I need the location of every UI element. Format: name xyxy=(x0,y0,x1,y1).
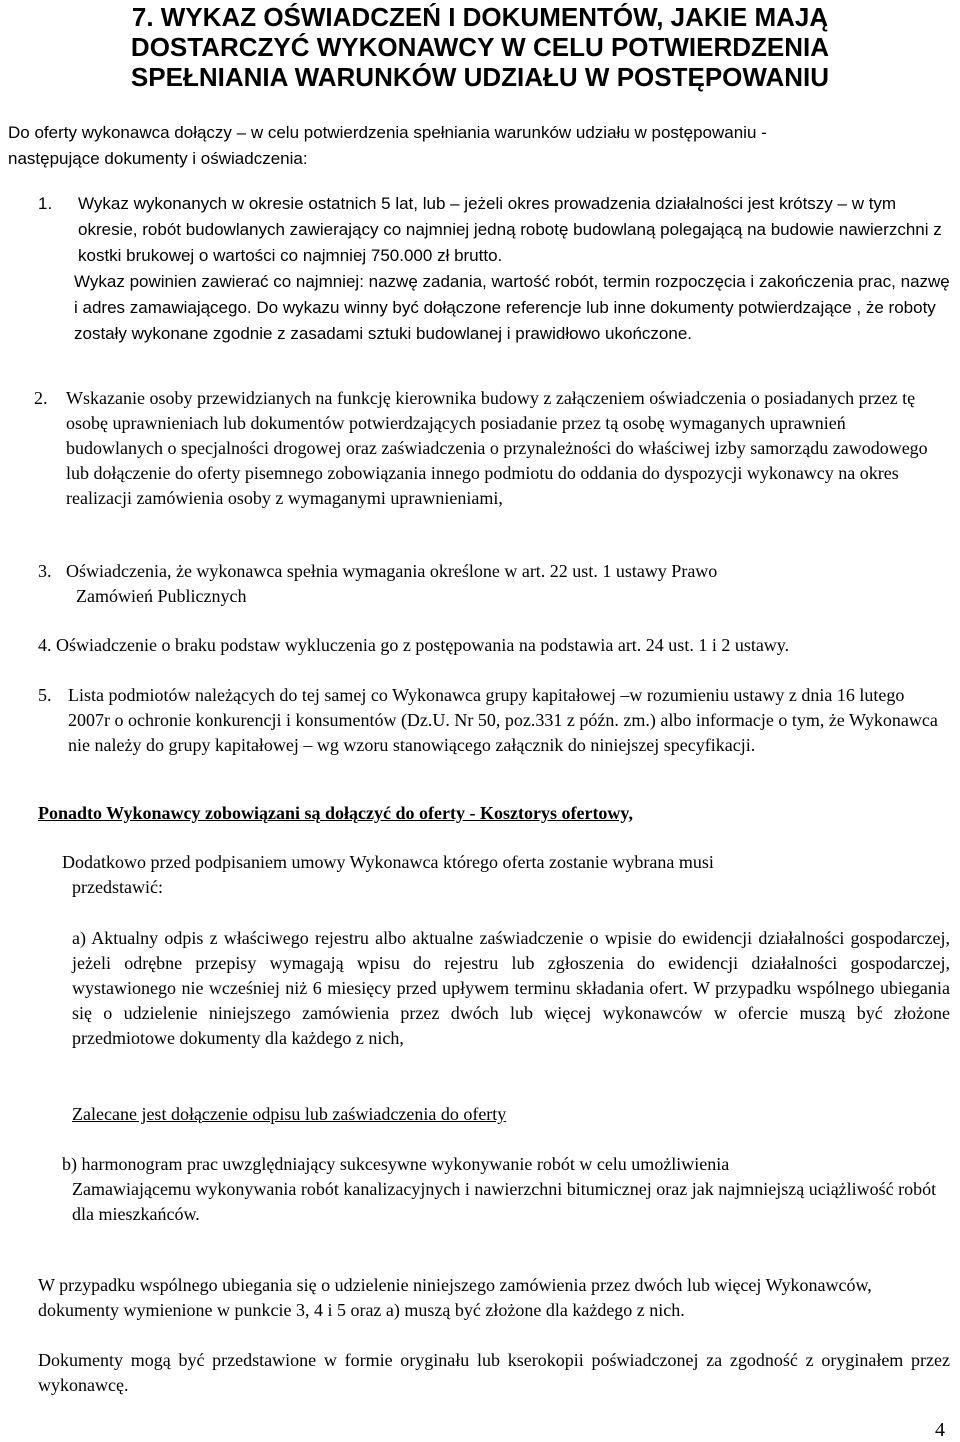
intro-line-2: następujące dokumenty i oświadczenia: xyxy=(8,149,308,168)
list-item-3-number: 3. xyxy=(38,561,52,581)
list-item-3-line-2: Zamówień Publicznych xyxy=(76,586,247,606)
list-item-3 xyxy=(38,559,918,609)
list-item-1-number: 1. xyxy=(38,194,53,213)
intro-paragraph xyxy=(8,120,948,172)
item-b-paragraph xyxy=(62,1152,950,1227)
before-contract-line-2: przedstawić: xyxy=(72,877,163,897)
list-item-1-text-b: Wykaz powinien zawierać co najmniej: nazwę zadania, wartość robót, termin rozpoczęcia i zakończenia prac, nazwę i adres zamawiającego. Do wykazu winny być dołączone referencje lub inne dokumenty potwierdzające , że roboty zostały wykonane zgodnie z zasadami sztuki budowlanej i prawidłowo ukończone. xyxy=(74,272,950,343)
heading-line-2: DOSTARCZYĆ WYKONAWCY W CELU POTWIERDZENIA xyxy=(130,32,830,62)
item-a-paragraph: a) Aktualny odpis z właściwego rejestru albo aktualne zaświadczenie o wpisie do ewidencji działalności gospodarczej, jeżeli odrębne przepisy wymagają wpisu do rejestru lub zgłoszenia do ewidencji działalności gospodarczej, wystawionego nie wcześniej niż 6 miesięcy przed upływem terminu składania ofert. W przypadku wspólnego ubiegania się o udzielenie niniejszego zamówienia przez dwóch lub więcej wykonawców w ofercie muszą być złożone przedmiotowe dokumenty dla każdego z nich, xyxy=(72,928,950,1048)
section-heading xyxy=(30,2,930,92)
additional-requirement-heading xyxy=(38,800,938,826)
list-item-1 xyxy=(38,191,950,347)
heading-line-1: 7. WYKAZ OŚWIADCZEŃ I DOKUMENTÓW, JAKIE MAJĄ xyxy=(131,2,829,32)
before-contract-paragraph xyxy=(62,850,950,900)
list-item-3-line-1: Oświadczenia, że wykonawca spełnia wymagania określone w art. 22 ust. 1 ustawy Prawo xyxy=(66,561,718,581)
list-item-1-text-a: Wykaz wykonanych w okresie ostatnich 5 lat, lub – jeżeli okres prowadzenia działalności jest krótszy – w tym okresie, robót budowlanych zawierający co najmniej jedną robotę budowlaną polegającą na budowie nawierzchni z kostki brukowej o wartości co najmniej 750.000 zł brutto. xyxy=(78,194,942,265)
joint-bid-paragraph: W przypadku wspólnego ubiegania się o udzielenie niniejszego zamówienia przez dwóch lub więcej Wykonawców, dokumenty wymienione w punkcie 3, 4 i 5 oraz a) muszą być złożone dla każdego z nich. xyxy=(38,1275,872,1320)
page-number: 4 xyxy=(935,1419,945,1441)
item-b-rest: Zamawiającemu wykonywania robót kanalizacyjnych i nawierzchni bitumicznej oraz jak najmniejszą uciążliwość robót dla mieszkańców. xyxy=(72,1179,937,1224)
cost-estimate-label: Kosztorys ofertowy, xyxy=(479,803,633,823)
recommendation-note: Zalecane jest dołączenie odpisu lub zaświadczenia do oferty xyxy=(72,1104,507,1124)
list-item-5 xyxy=(38,683,948,758)
additional-requirement-text: Ponadto Wykonawcy zobowiązani są dołączyć do oferty - xyxy=(38,803,480,823)
intro-line-1: Do oferty wykonawca dołączy – w celu potwierdzenia spełniania warunków udziału w postępowaniu - xyxy=(8,123,767,142)
list-item-5-number: 5. xyxy=(38,685,52,705)
list-item-2-number: 2. xyxy=(34,388,48,408)
list-item-2 xyxy=(34,386,928,511)
list-item-5-text: Lista podmiotów należących do tej samej co Wykonawca grupy kapitałowej –w rozumieniu ustawy z dnia 16 lutego 2007r o ochronie konkurencji i konsumentów (Dz.U. Nr 50, poz.331 z późn. zm.) albo informacje o tym, że Wykonawca nie należy do grupy kapitałowej – wg wzoru stanowiącego załącznik do niniejszej specyfikacji. xyxy=(68,685,938,755)
before-contract-line-1: Dodatkowo przed podpisaniem umowy Wykonawca którego oferta zostanie wybrana musi xyxy=(62,852,714,872)
documents-form-paragraph: Dokumenty mogą być przedstawione w formie oryginału lub kserokopii poświadczonej za zgodność z oryginałem przez wykonawcę. xyxy=(38,1350,950,1395)
list-item-2-text: Wskazanie osoby przewidzianych na funkcję kierownika budowy z załączeniem oświadczenia o posiadanych przez tę osobę uprawnieniach lub dokumentów potwierdzających posiadanie przez tą osobę wymaganych uprawnień budowlanych o specjalności drogowej oraz zaświadczenia o przynależności do właściwej izby samorządu zawodowego lub dołączenie do oferty pisemnego zobowiązania innego podmiotu do oddania do dyspozycji wykonawcy na okres realizacji zamówienia osoby z wymaganymi uprawnieniami, xyxy=(66,388,928,508)
list-item-4: 4. Oświadczenie o braku podstaw wykluczenia go z postępowania na podstawia art. 24 ust. 1 i 2 ustawy. xyxy=(38,635,790,655)
item-b-line-1: b) harmonogram prac uwzględniający sukcesywne wykonywanie robót w celu umożliwienia xyxy=(62,1154,730,1174)
heading-line-3: SPEŁNIANIA WARUNKÓW UDZIAŁU W POSTĘPOWANIU xyxy=(130,62,830,92)
